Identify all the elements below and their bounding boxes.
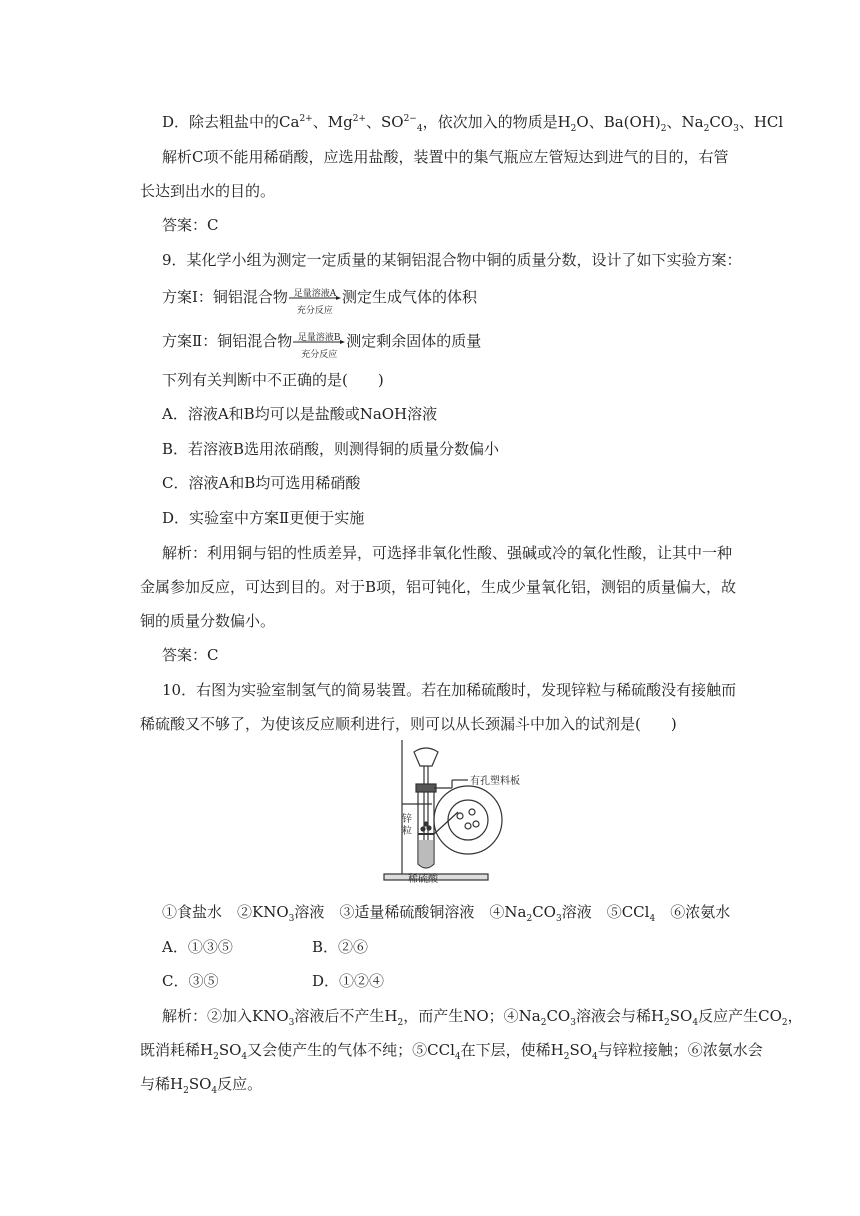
option-b: B．②⑥ xyxy=(312,938,369,956)
question-10-stem-line1: 10．右图为实验室制氢气的简易装置。若在加稀硫酸时，发现锌粒与稀硫酸没有接触而 xyxy=(162,681,737,699)
text: 既消耗稀H xyxy=(140,1041,214,1059)
text: ，依次加入的物质是H xyxy=(422,113,571,131)
label-zinc: 锌粒 xyxy=(402,814,412,837)
subscript: 2 xyxy=(183,1086,189,1096)
label-acid: 稀硫酸 xyxy=(408,874,438,885)
answer-8: 答案：C xyxy=(162,216,219,234)
subscript: 3 xyxy=(733,124,739,134)
text: 溶液会与稀H xyxy=(575,1007,665,1025)
superscript: 2+ xyxy=(299,114,313,124)
plan-2-prefix: 方案Ⅱ：铜铝混合物 xyxy=(162,332,293,350)
subscript: 2 xyxy=(563,1052,570,1062)
option-d: D．①②④ xyxy=(312,972,385,990)
subscript: 3 xyxy=(570,1018,576,1028)
text: 反应产生CO xyxy=(698,1007,782,1025)
subscript: 2 xyxy=(213,1052,219,1062)
superscript: 2+ xyxy=(352,114,366,124)
arrow-top-label: 足量溶液A xyxy=(293,289,337,299)
subscript: 4 xyxy=(649,914,656,924)
arrow-icon xyxy=(293,340,345,344)
question-9-stem: 9．某化学小组为测定一定质量的某铜铝混合物中铜的质量分数，设计了如下实验方案： xyxy=(162,251,742,269)
text: ①食盐水 ②KNO xyxy=(162,903,289,921)
hydrogen-generator-diagram xyxy=(378,736,546,886)
superscript: 2− xyxy=(403,114,417,124)
text: 、SO xyxy=(365,113,404,131)
apparatus-figure xyxy=(378,736,546,886)
text: O、Ba(OH) xyxy=(576,113,661,131)
text: 、HCl xyxy=(738,113,784,131)
analysis-10-line2 xyxy=(140,1040,763,1060)
analysis-10-line3 xyxy=(140,1074,262,1094)
text: CO xyxy=(546,1007,571,1025)
reaction-arrow-1 xyxy=(289,288,341,316)
reaction-arrow-2 xyxy=(293,332,345,360)
subscript: 4 xyxy=(241,1052,248,1062)
analysis-9-line3: 铜的质量分数偏小。 xyxy=(140,612,276,630)
question-9-prompt: 下列有关判断中不正确的是( ) xyxy=(162,371,384,389)
arrow-bottom-label: 充分反应 xyxy=(301,350,338,360)
text: 溶液 ③适量稀硫酸铜溶液 ④Na xyxy=(294,903,527,921)
analysis-10-line1 xyxy=(162,1006,803,1026)
subscript: 3 xyxy=(555,914,562,924)
reagent-list xyxy=(162,902,730,922)
option-c: C．溶液A和B均可选用稀硝酸 xyxy=(162,474,361,492)
subscript: 2 xyxy=(526,914,533,924)
text: 、Mg xyxy=(312,113,353,131)
text: SO xyxy=(569,1041,593,1059)
text: CO xyxy=(709,113,734,131)
question-10-stem-line2: 稀硫酸又不够了，为使该反应顺利进行，则可以从长颈漏斗中加入的试剂是( ) xyxy=(140,715,677,733)
plan-2-suffix: 测定剩余固体的质量 xyxy=(346,332,482,350)
subscript: 2 xyxy=(664,1018,670,1028)
arrow-icon xyxy=(289,296,341,300)
subscript: 2 xyxy=(397,1018,404,1028)
text: SO xyxy=(188,1075,212,1093)
text: 解析：②加入KNO xyxy=(162,1007,289,1025)
subscript: 2 xyxy=(540,1018,547,1028)
text: D．除去粗盐中的Ca xyxy=(162,113,300,131)
text: CO xyxy=(532,903,556,921)
option-a: A．①③⑤ xyxy=(162,938,233,956)
option-d: D．实验室中方案Ⅱ更便于实施 xyxy=(162,509,365,527)
text: SO xyxy=(218,1041,242,1059)
subscript: 2 xyxy=(570,124,577,134)
subscript: 3 xyxy=(288,1018,295,1028)
option-d-item xyxy=(162,112,783,132)
analysis-9-line1: 解析：利用铜与铝的性质差异，可选择非氧化性酸、强碱或冷的氧化性酸，让其中一种 xyxy=(162,544,733,562)
text: 溶液 ⑤CCl xyxy=(561,903,650,921)
plan-2 xyxy=(162,331,482,360)
plan-1 xyxy=(162,287,477,316)
option-b: B．若溶液B选用浓硝酸，则测得铜的质量分数偏小 xyxy=(162,440,500,458)
analysis-8-line1: 解析C项不能用稀硝酸，应选用盐酸，装置中的集气瓶应左管短达到进气的目的，右管 xyxy=(162,148,729,166)
subscript: 4 xyxy=(416,124,423,134)
plan-1-suffix: 测定生成气体的体积 xyxy=(341,288,477,306)
text: 溶液后不产生H xyxy=(294,1007,398,1025)
subscript: 4 xyxy=(692,1018,699,1028)
subscript: 3 xyxy=(288,914,295,924)
option-a: A．溶液A和B均可以是盐酸或NaOH溶液 xyxy=(162,405,438,423)
text: ⑥浓氨水 xyxy=(655,903,731,921)
subscript: 2 xyxy=(660,124,667,134)
subscript: 2 xyxy=(703,124,710,134)
option-c: C．③⑤ xyxy=(162,972,219,990)
plan-1-prefix: 方案Ⅰ：铜铝混合物 xyxy=(162,288,288,306)
text: SO xyxy=(669,1007,693,1025)
analysis-8-line2: 长达到出水的目的。 xyxy=(140,182,276,200)
text: 反应。 xyxy=(217,1075,263,1093)
subscript: 4 xyxy=(592,1052,598,1062)
text: 与锌粒接触；⑥浓氨水会 xyxy=(597,1041,763,1059)
text: 在下层，使稀H xyxy=(460,1041,564,1059)
text: 又会使产生的气体不纯；⑤CCl xyxy=(247,1041,455,1059)
text: 、Na xyxy=(666,113,704,131)
text: ，而产生NO；④Na xyxy=(403,1007,541,1025)
answer-9: 答案：C xyxy=(162,646,219,664)
text: ， xyxy=(787,1007,803,1025)
label-plate: 有孔塑料板 xyxy=(470,776,520,787)
analysis-9-line2: 金属参加反应，可达到目的。对于B项，铝可钝化，生成少量氧化铝，测铝的质量偏大，故 xyxy=(140,578,737,596)
subscript: 2 xyxy=(781,1018,788,1028)
arrow-bottom-label: 充分反应 xyxy=(296,306,333,316)
subscript: 4 xyxy=(211,1086,218,1096)
subscript: 4 xyxy=(454,1052,461,1062)
arrow-top-label: 足量溶液B xyxy=(297,333,341,343)
text: 与稀H xyxy=(140,1075,184,1093)
